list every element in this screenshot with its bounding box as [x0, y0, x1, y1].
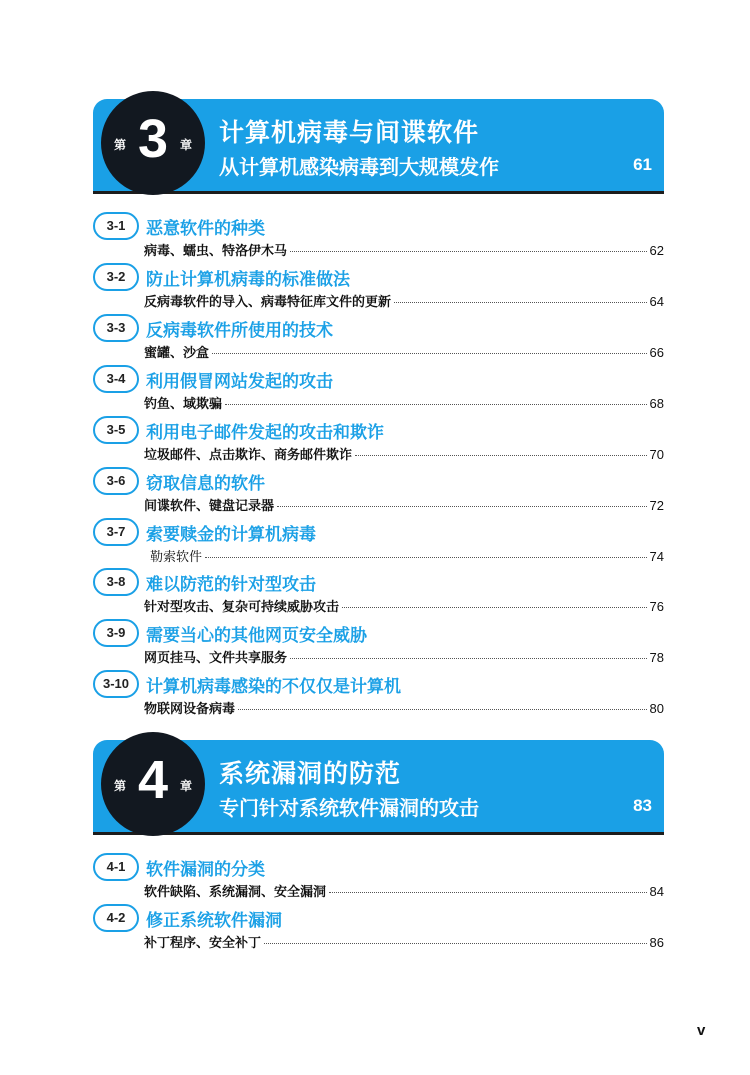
chapter-prefix: 第	[114, 779, 127, 793]
section-number-badge: 3-1	[93, 212, 139, 240]
toc-entry-3-7[interactable]	[93, 518, 664, 564]
section-keywords: 网页挂马、文件共享服务	[144, 651, 288, 666]
section-page-number: 64	[649, 294, 664, 309]
section-keywords: 物联网设备病毒	[144, 702, 236, 717]
section-title: 恶意软件的种类	[146, 219, 265, 239]
section-page-number: 68	[649, 396, 664, 411]
section-keywords: 针对型攻击、复杂可持续威胁攻击	[144, 600, 340, 615]
section-keywords: 钓鱼、域欺骗	[144, 397, 223, 412]
section-number-badge: 4-2	[93, 904, 139, 932]
section-number-badge: 3-2	[93, 263, 139, 291]
toc-entry-3-8[interactable]	[93, 568, 664, 614]
section-title: 利用假冒网站发起的攻击	[146, 372, 333, 392]
dot-leader	[205, 557, 647, 558]
section-number-badge: 3-7	[93, 518, 139, 546]
section-keywords: 补丁程序、安全补丁	[144, 936, 262, 951]
section-number-badge: 3-6	[93, 467, 139, 495]
page-folio: v	[697, 1022, 706, 1039]
dot-leader	[277, 506, 647, 507]
chapter-subtitle: 专门针对系统软件漏洞的攻击	[219, 796, 479, 820]
dot-leader	[212, 353, 647, 354]
section-keywords: 反病毒软件的导入、病毒特征库文件的更新	[144, 295, 392, 310]
section-page-number: 72	[649, 498, 664, 513]
chapter-number: 4	[137, 750, 169, 810]
toc-entry-3-2[interactable]	[93, 263, 664, 309]
toc-entry-3-3[interactable]	[93, 314, 664, 360]
section-number-badge: 4-1	[93, 853, 139, 881]
section-number-badge: 3-3	[93, 314, 139, 342]
section-page-number: 86	[649, 935, 664, 950]
dot-leader	[290, 251, 647, 252]
dot-leader	[342, 607, 647, 608]
toc-entry-3-4[interactable]	[93, 365, 664, 411]
section-keywords: 病毒、蠕虫、特洛伊木马	[144, 244, 288, 259]
section-keywords: 勒索软件	[150, 550, 203, 565]
section-page-number: 70	[649, 447, 664, 462]
chapter-page-number: 61	[633, 155, 652, 174]
section-title: 难以防范的针对型攻击	[146, 575, 316, 595]
chapter-page-number: 83	[633, 796, 652, 815]
toc-entry-3-1[interactable]	[93, 212, 664, 258]
section-page-number: 84	[649, 884, 664, 899]
section-keywords: 垃圾邮件、点击欺诈、商务邮件欺诈	[144, 448, 353, 463]
section-title: 计算机病毒感染的不仅仅是计算机	[146, 677, 401, 697]
section-number-badge: 3-8	[93, 568, 139, 596]
chapter-prefix: 第	[114, 138, 127, 152]
section-number-badge: 3-10	[93, 670, 139, 698]
chapter-4-header	[93, 740, 664, 835]
section-number-badge: 3-5	[93, 416, 139, 444]
dot-leader	[355, 455, 647, 456]
section-title: 防止计算机病毒的标准做法	[146, 270, 350, 290]
section-page-number: 74	[649, 549, 664, 564]
chapter-suffix: 章	[179, 779, 192, 793]
section-keywords: 蜜罐、沙盒	[144, 346, 210, 361]
section-title: 窃取信息的软件	[146, 474, 265, 494]
toc-entry-4-2[interactable]	[93, 904, 664, 950]
dot-leader	[329, 892, 647, 893]
section-title: 利用电子邮件发起的攻击和欺诈	[146, 423, 384, 443]
chapter-3-header	[93, 99, 664, 194]
chapter-number-badge	[101, 91, 205, 195]
section-page-number: 62	[649, 243, 664, 258]
dot-leader	[394, 302, 647, 303]
section-page-number: 80	[649, 701, 664, 716]
chapter-subtitle: 从计算机感染病毒到大规模发作	[219, 155, 499, 179]
section-page-number: 66	[649, 345, 664, 360]
section-page-number: 76	[649, 599, 664, 614]
chapter-title: 计算机病毒与间谍软件	[219, 118, 480, 147]
section-keywords: 软件缺陷、系统漏洞、安全漏洞	[144, 885, 327, 900]
chapter-number-badge	[101, 732, 205, 836]
chapter-title: 系统漏洞的防范	[219, 759, 402, 788]
dot-leader	[225, 404, 647, 405]
chapter-suffix: 章	[179, 138, 192, 152]
toc-entry-3-9[interactable]	[93, 619, 664, 665]
section-number-badge: 3-4	[93, 365, 139, 393]
section-title: 需要当心的其他网页安全威胁	[146, 626, 367, 646]
section-title: 索要赎金的计算机病毒	[146, 525, 316, 545]
dot-leader	[264, 943, 647, 944]
toc-entry-3-10[interactable]	[93, 670, 664, 716]
dot-leader	[290, 658, 647, 659]
dot-leader	[238, 709, 647, 710]
section-title: 修正系统软件漏洞	[146, 911, 282, 931]
toc-entry-3-6[interactable]	[93, 467, 664, 513]
section-number-badge: 3-9	[93, 619, 139, 647]
toc-entry-4-1[interactable]	[93, 853, 664, 899]
section-title: 反病毒软件所使用的技术	[146, 321, 333, 341]
toc-entry-3-5[interactable]	[93, 416, 664, 462]
section-keywords: 间谍软件、键盘记录器	[144, 499, 275, 514]
section-title: 软件漏洞的分类	[146, 860, 265, 880]
section-page-number: 78	[649, 650, 664, 665]
chapter-number: 3	[137, 109, 169, 169]
